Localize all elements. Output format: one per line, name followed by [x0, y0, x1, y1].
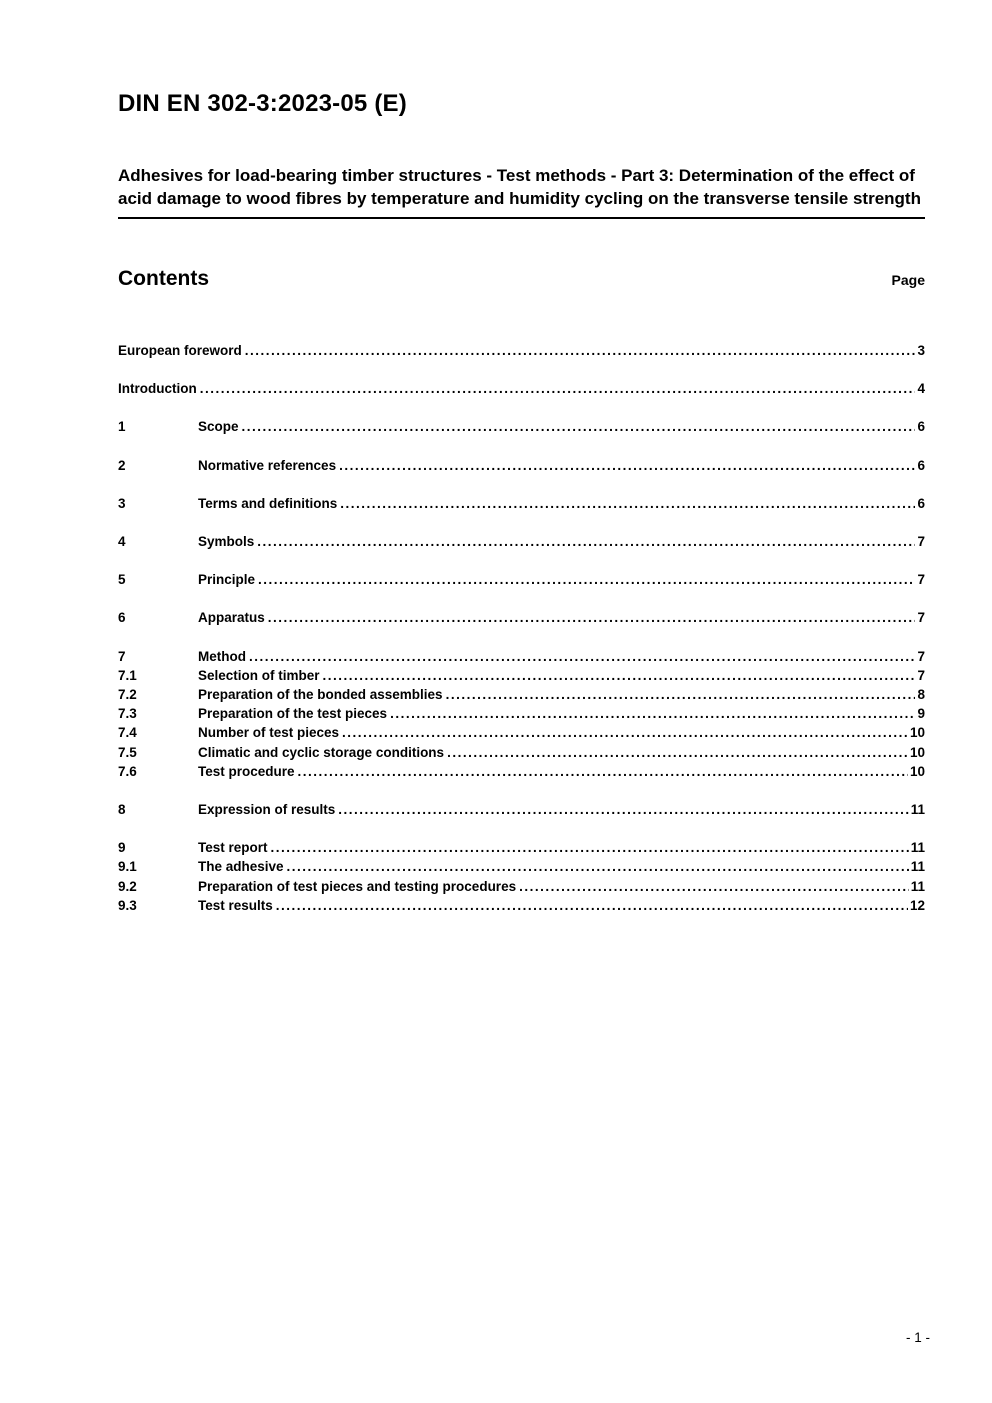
toc-entry-page: 10 — [909, 763, 925, 779]
toc-dot-leader — [257, 532, 915, 551]
toc-entry-page: 9 — [917, 706, 925, 722]
toc-entry-number: 7.5 — [118, 744, 137, 760]
toc-dot-leader — [258, 570, 915, 589]
toc-entry — [118, 743, 925, 762]
toc-entry-page: 7 — [917, 572, 925, 588]
toc-group — [118, 341, 925, 360]
toc-entry — [118, 857, 925, 876]
toc-dot-leader — [287, 857, 909, 876]
toc-dot-leader — [249, 647, 915, 666]
toc-group — [118, 417, 925, 436]
toc-entry — [118, 647, 925, 666]
toc-entry-number: 9.2 — [118, 878, 137, 894]
toc-dot-leader — [298, 762, 908, 781]
toc-entry-title: Preparation of test pieces and testing procedures — [198, 878, 517, 894]
toc-entry-title: Test report — [198, 840, 268, 856]
toc-dot-leader — [323, 666, 916, 685]
toc-entry-title: The adhesive — [198, 859, 284, 875]
document-title: Adhesives for load-bearing timber structures - Test methods - Part 3: Determination of the effect of acid damage to wood fibres by temperature and humidity cycling on the transverse tensile strength — [118, 164, 925, 219]
page-column-label: Page — [891, 272, 925, 288]
toc-entry-page: 7 — [917, 667, 925, 683]
toc-entry — [118, 666, 925, 685]
toc-group — [118, 570, 925, 589]
contents-heading: Contents — [118, 267, 209, 290]
toc-entry-title: Selection of timber — [198, 667, 320, 683]
toc-dot-leader — [342, 723, 908, 742]
toc-entry-title: Test procedure — [198, 763, 295, 779]
toc-entry-title: Preparation of the bonded assemblies — [198, 687, 443, 703]
toc-group — [118, 379, 925, 398]
toc-entry-number: 8 — [118, 802, 126, 818]
toc-entry-page: 12 — [909, 897, 925, 913]
toc-entry-page: 11 — [910, 802, 925, 818]
toc-dot-leader — [276, 896, 908, 915]
toc-entry-number: 2 — [118, 457, 126, 473]
toc-entry — [118, 456, 925, 475]
toc-entry-title: Introduction — [118, 381, 197, 397]
toc-entry-number: 9.3 — [118, 897, 137, 913]
toc-entry-number: 1 — [118, 419, 126, 435]
toc-entry-title: Expression of results — [198, 802, 336, 818]
toc-entry-title: Apparatus — [198, 610, 265, 626]
toc-group — [118, 456, 925, 475]
toc-entry-page: 3 — [917, 343, 925, 358]
toc-dot-leader — [339, 456, 915, 475]
toc-dot-leader — [245, 341, 916, 360]
toc-entry — [118, 379, 925, 398]
toc-entry-number: 7.3 — [118, 706, 137, 722]
table-of-contents — [118, 341, 925, 915]
contents-header — [118, 267, 925, 291]
toc-entry-page: 8 — [917, 687, 925, 703]
toc-entry-page: 6 — [917, 457, 925, 473]
toc-entry — [118, 417, 925, 436]
toc-entry-page: 11 — [910, 859, 925, 875]
toc-entry-number: 3 — [118, 495, 126, 511]
toc-entry-number: 6 — [118, 610, 126, 626]
toc-entry-title: Test results — [198, 897, 273, 913]
toc-entry-page: 7 — [917, 648, 925, 664]
toc-entry-title: European foreword — [118, 343, 242, 358]
toc-entry-number: 9 — [118, 840, 126, 856]
toc-entry-number: 9.1 — [118, 859, 137, 875]
toc-entry-number: 7.1 — [118, 667, 137, 683]
toc-entry-page: 10 — [909, 744, 925, 760]
toc-entry-title: Symbols — [198, 534, 255, 550]
toc-entry-title: Number of test pieces — [198, 725, 340, 741]
toc-entry — [118, 896, 925, 915]
toc-dot-leader — [519, 877, 909, 896]
toc-entry-number: 7.6 — [118, 763, 137, 779]
toc-entry — [118, 838, 925, 857]
toc-entry-number: 7 — [118, 648, 126, 664]
toc-entry-page: 6 — [917, 495, 925, 511]
toc-entry-title: Normative references — [198, 457, 337, 473]
toc-entry — [118, 877, 925, 896]
toc-entry-page: 4 — [917, 381, 925, 397]
toc-group — [118, 838, 925, 915]
toc-entry-page: 7 — [917, 534, 925, 550]
toc-dot-leader — [338, 800, 908, 819]
toc-group — [118, 532, 925, 551]
toc-entry-number: 7.2 — [118, 687, 137, 703]
toc-group — [118, 647, 925, 781]
toc-group — [118, 800, 925, 819]
toc-entry-page: 7 — [917, 610, 925, 626]
toc-dot-leader — [446, 685, 916, 704]
toc-entry-page: 10 — [909, 725, 925, 741]
toc-dot-leader — [268, 608, 916, 627]
toc-entry-title: Method — [198, 648, 246, 664]
toc-entry — [118, 494, 925, 513]
toc-group — [118, 494, 925, 513]
toc-entry-title: Climatic and cyclic storage conditions — [198, 744, 445, 760]
toc-entry-number: 5 — [118, 572, 126, 588]
toc-dot-leader — [271, 838, 909, 857]
toc-dot-leader — [390, 704, 915, 723]
document-code: DIN EN 302-3:2023-05 (E) — [118, 90, 407, 117]
toc-entry — [118, 723, 925, 742]
toc-entry — [118, 762, 925, 781]
toc-dot-leader — [340, 494, 915, 513]
toc-group — [118, 608, 925, 627]
toc-entry-page: 6 — [917, 419, 925, 435]
toc-dot-leader — [447, 743, 908, 762]
toc-entry-title: Scope — [198, 419, 239, 435]
toc-entry — [118, 570, 925, 589]
toc-entry — [118, 608, 925, 627]
toc-entry — [118, 341, 925, 360]
toc-entry — [118, 532, 925, 551]
toc-entry-title: Terms and definitions — [198, 495, 338, 511]
toc-entry-page: 11 — [910, 878, 925, 894]
toc-entry-page: 11 — [910, 840, 925, 856]
toc-entry-number: 4 — [118, 534, 126, 550]
toc-entry — [118, 800, 925, 819]
toc-entry — [118, 685, 925, 704]
footer-page-number: - 1 - — [905, 1330, 930, 1345]
toc-entry-number: 7.4 — [118, 725, 137, 741]
toc-dot-leader — [242, 417, 916, 436]
toc-entry-title: Principle — [198, 572, 256, 588]
toc-entry-title: Preparation of the test pieces — [198, 706, 388, 722]
toc-dot-leader — [200, 379, 916, 398]
toc-entry — [118, 704, 925, 723]
